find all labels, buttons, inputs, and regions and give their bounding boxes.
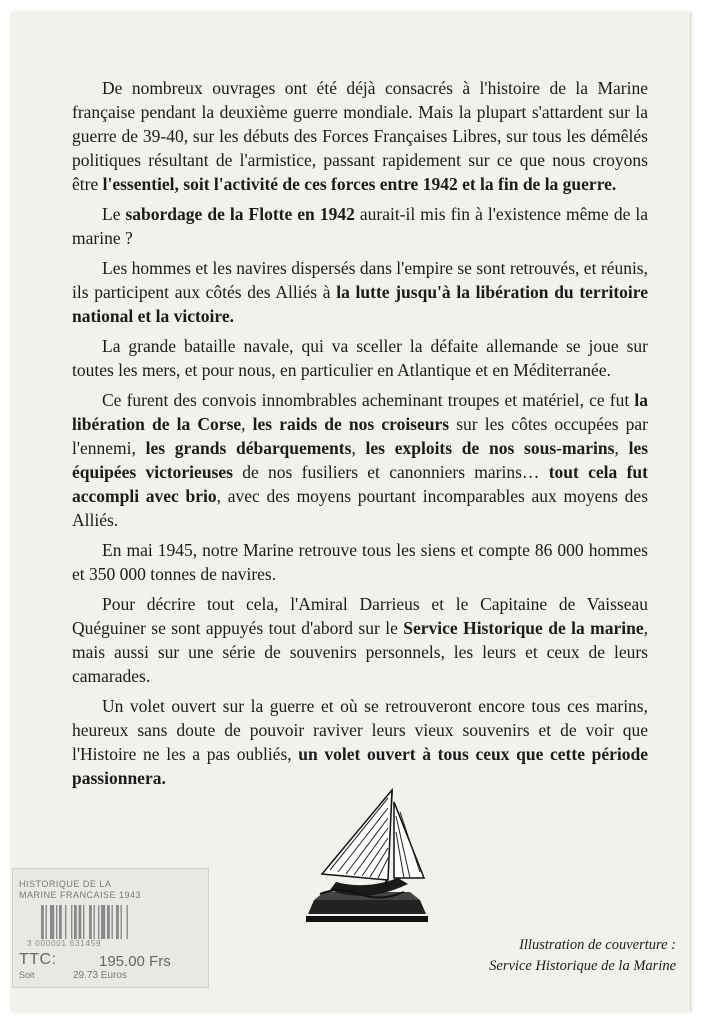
paragraph [72,592,648,688]
text-run: aurait-il mis fin à l'existence même de la marine ? [72,204,649,248]
text-run: Le [102,204,126,224]
text-run: De nombreux ouvrages ont été déjà consacrés à l'histoire de la Marine française pendant la deuxième guerre mondiale. Mais la plupart s'attardent sur la guerre de 39-40, sur les débuts des Forces Françaises Libres, sur tous les démêlés politiques résultant de l'armistice, passant rapidement sur ce que nous croyons être [72,78,648,194]
bold-text: la libération de la Corse [72,390,648,434]
bold-text: Service Historique de la marine [403,618,644,638]
bold-text: l'essentiel, soit l'activité de ces forces entre 1942 et la fin de la guerre. [102,174,617,194]
text-run: Ce furent des convois innombrables acheminant troupes et matériel, ce fut [102,390,635,410]
paragraph [72,202,648,250]
bold-text: tout cela fut accompli avec brio [72,462,648,506]
barcode-icon [41,905,161,939]
bold-text: les grands débarquements [145,438,352,458]
bold-text: les exploits de nos sous-marins [365,438,615,458]
bold-text: un volet ouvert à tous ceux que cette période passionnera. [72,744,648,788]
paragraph [72,694,648,790]
sticker-title-line-1: HISTORIQUE DE LA [19,879,112,889]
cover-illustration-credit [416,935,676,977]
sailing-ship-emblem-icon [300,782,432,932]
text-run: , mais aussi sur une série de souvenirs personnels, les leurs et ceux de leurs camarades. [72,618,648,686]
text-run: En mai 1945, notre Marine retrouve tous les siens et compte 86 000 hommes et 350 000 tonnes de navires. [72,540,648,584]
caption-line-2: Service Historique de la Marine [489,958,676,974]
text-run: Un volet ouvert sur la guerre et où se retrouveront encore tous ces marins, heureux sans doute de pouvoir raviver leurs vieux souvenirs et de voir que l'Histoire ne les a pas oubliés, [72,696,648,764]
sticker-title-line-2: MARINE FRANCAISE 1943 [19,890,142,900]
bold-text: les équipées victorieuses [72,438,649,482]
ttc-price: 195.00 Frs [99,953,171,970]
text-run: , [614,438,629,458]
text-run: , [351,438,366,458]
text-run: La grande bataille navale, qui va sceller la défaite allemande se joue sur toutes les mers, et pour nous, en particulier en Atlantique et en Méditerranée. [72,336,648,380]
barcode-number: 3 000001 631459 [27,939,102,948]
paragraph [72,256,648,328]
caption-line-1: Illustration de couverture : [519,937,676,953]
price-sticker [12,868,209,988]
paragraph [72,388,648,532]
blurb-text [72,76,648,796]
bold-text: les raids de nos croiseurs [252,414,450,434]
paragraph [72,538,648,586]
euro-price: 29.73 Euros [73,970,127,981]
soit-label: Soit [19,970,35,980]
ttc-label: TTC: [19,951,57,968]
text-run: sur les côtes occupées par l'ennemi, [72,414,648,458]
text-run: Les hommes et les navires dispersés dans l'empire se sont retrouvés, et réunis, ils participent aux côtés des Alliés à [72,258,648,302]
paragraph [72,334,648,382]
text-run: de nos fusiliers et canonniers marins… [232,462,549,482]
text-run: Pour décrire tout cela, l'Amiral Darrieus et le Capitaine de Vaisseau Quéguiner se sont appuyés tout d'abord sur le [72,594,648,638]
bold-text: la lutte jusqu'à la libération du territoire national et la victoire. [72,282,648,326]
text-run: , avec des moyens pourtant incomparables aux moyens des Alliés. [72,486,648,530]
paragraph [72,76,648,196]
bold-text: sabordage de la Flotte en 1942 [125,204,355,224]
text-run: , [241,414,253,434]
